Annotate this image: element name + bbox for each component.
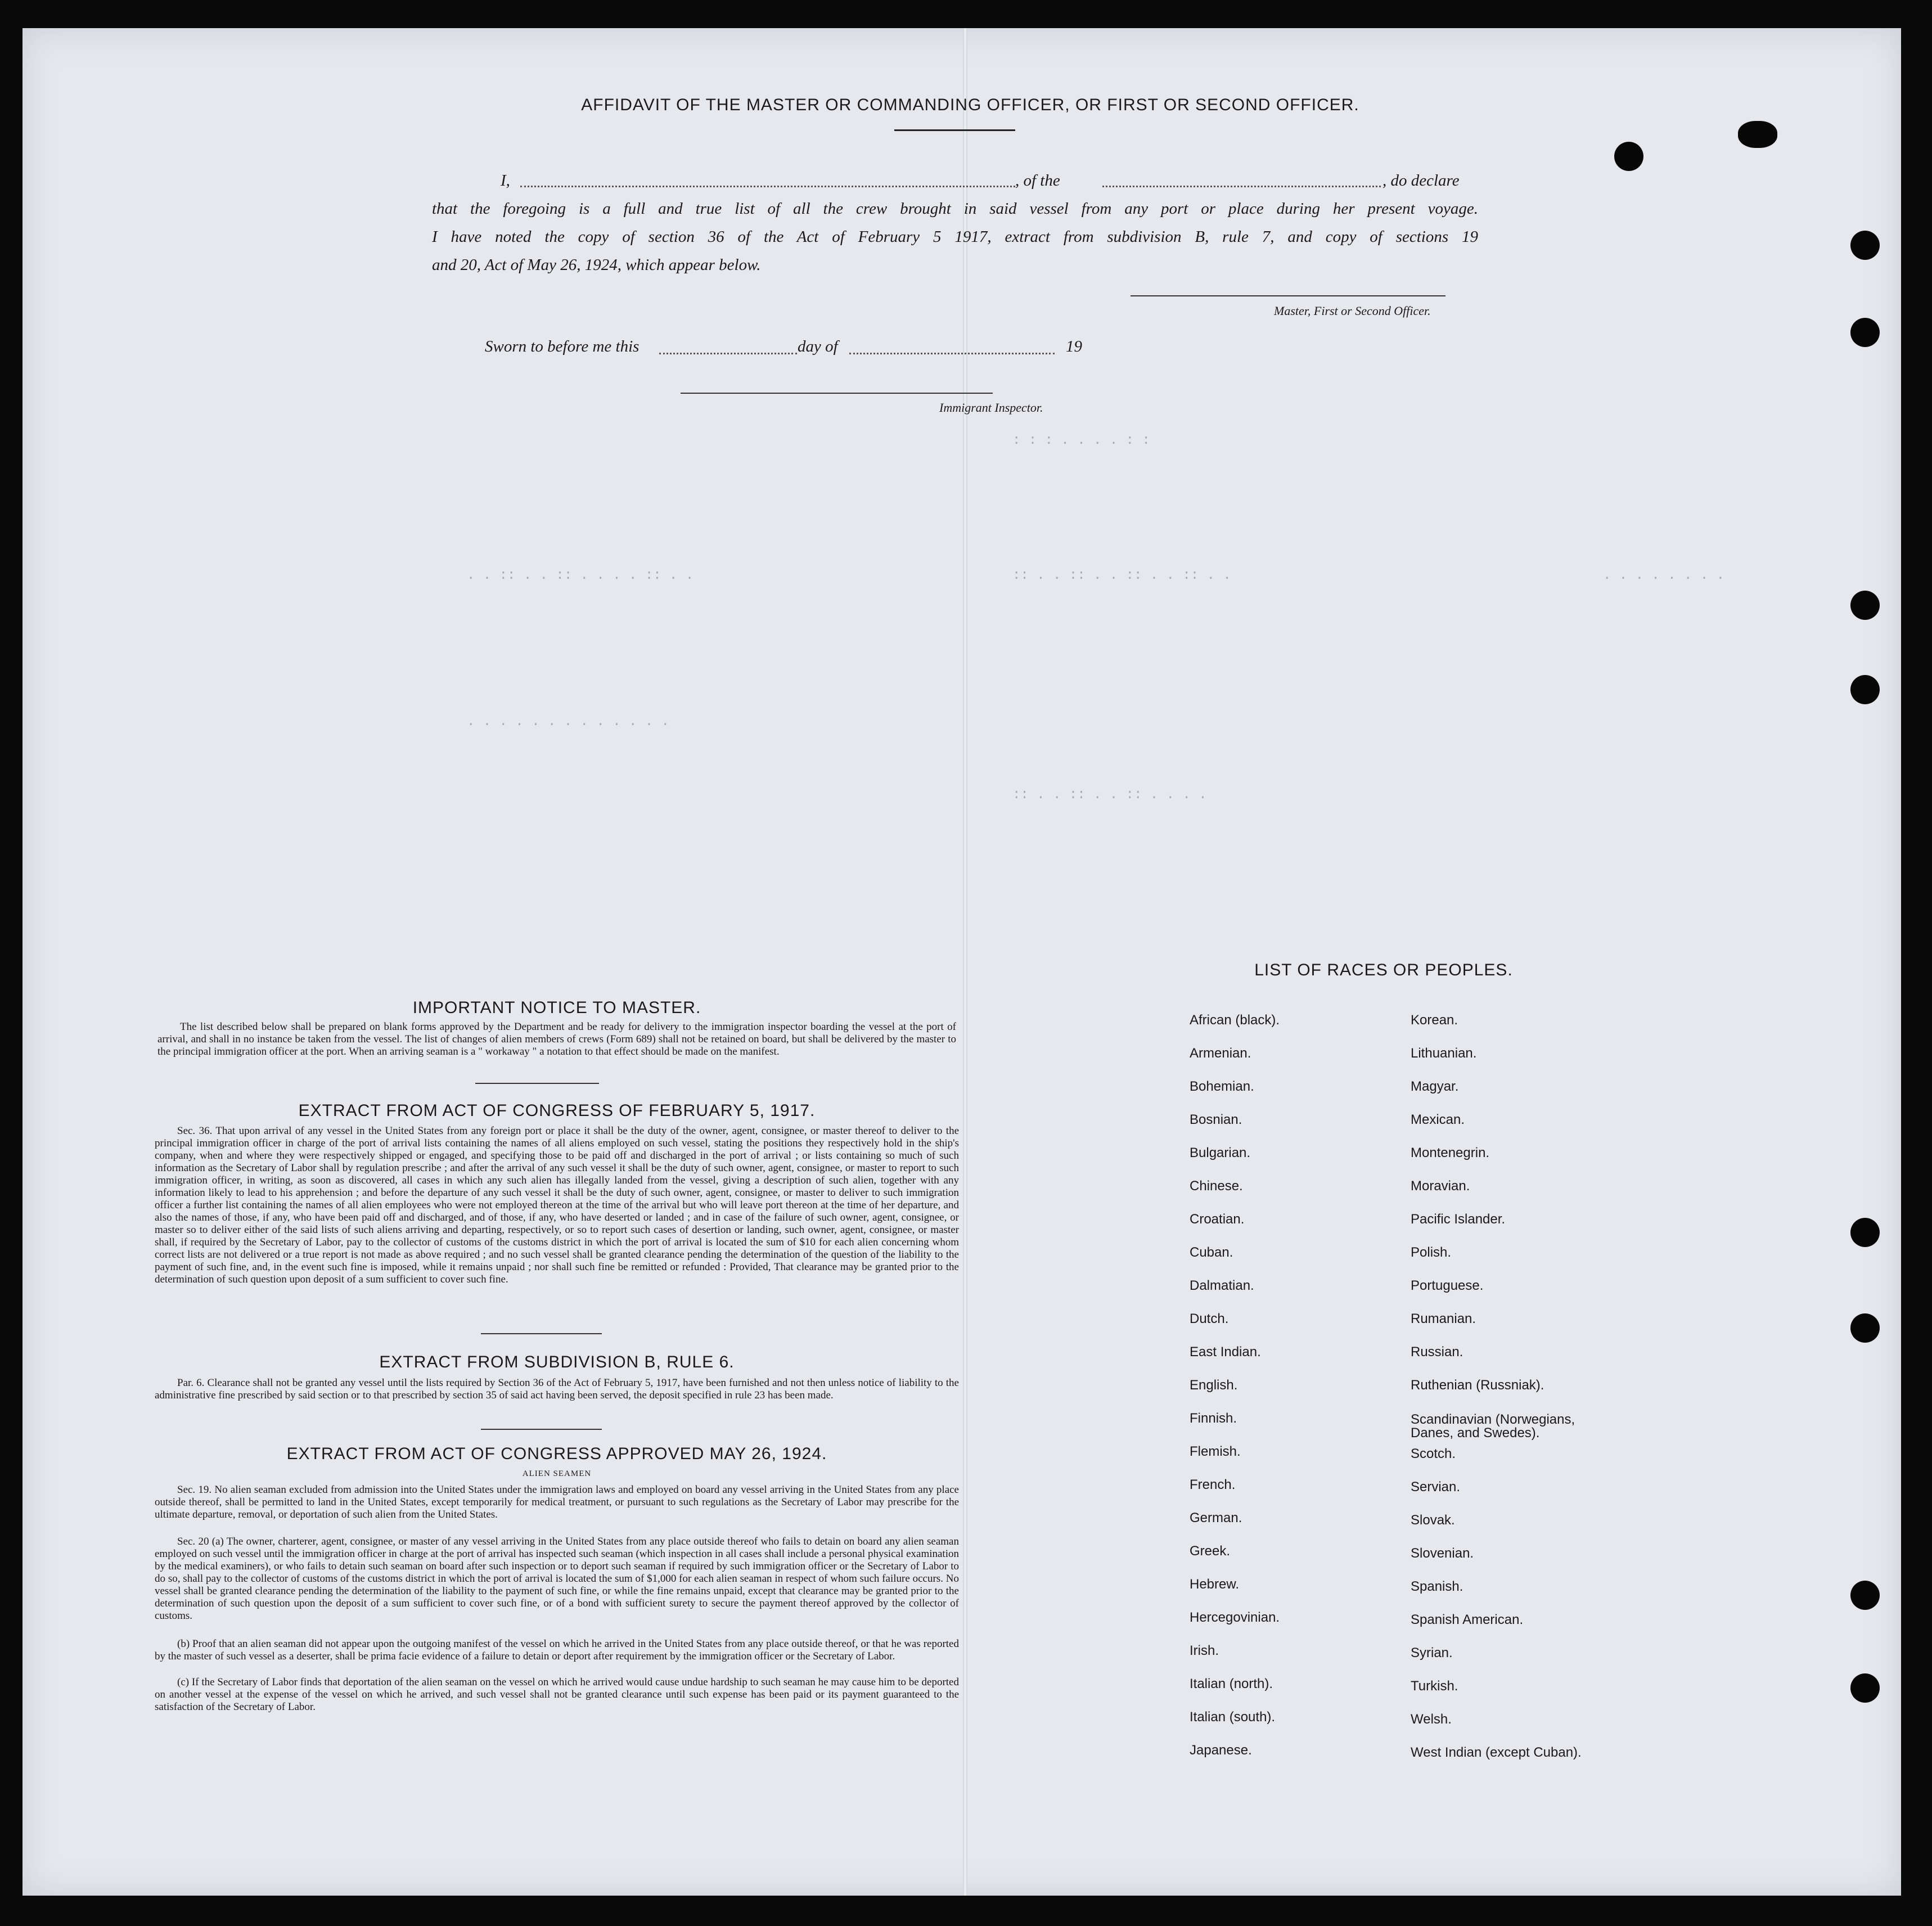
race-item: Spanish. <box>1411 1579 1463 1594</box>
punch-hole-icon <box>1850 1218 1880 1247</box>
race-item: Cuban. <box>1190 1245 1233 1260</box>
punch-hole-icon <box>1738 121 1777 148</box>
races-title: LIST OF RACES OR PEOPLES. <box>1254 961 1513 979</box>
race-item: Montenegrin. <box>1411 1145 1490 1160</box>
bleed-through-marks: :: . . :: . . :: . . . . <box>1012 788 1207 803</box>
sworn-day-field[interactable] <box>659 353 797 354</box>
race-item: Portuguese. <box>1411 1278 1484 1293</box>
master-name-field[interactable] <box>520 186 1015 187</box>
race-item: Syrian. <box>1411 1645 1453 1660</box>
extract-1924-sec19: Sec. 19. No alien seaman excluded from admission into the United States under the immigration laws and employed on board any vessel arriving in the United States from any place outside thereof, shall be permitted to land in the United States, except temporarily for medical treatment, or pursuant to such regulations as the Secretary of Labor may prescribe for the ultimate departure, removal, or deportation of such alien from the United States. <box>155 1484 959 1520</box>
race-item: Bulgarian. <box>1190 1145 1251 1160</box>
race-item: Bosnian. <box>1190 1112 1242 1127</box>
race-item: Scotch. <box>1411 1446 1456 1461</box>
punch-hole-icon <box>1850 591 1880 620</box>
race-item: Greek. <box>1190 1544 1231 1559</box>
punch-hole-icon <box>1850 675 1880 704</box>
race-item: Pacific Islander. <box>1411 1212 1506 1227</box>
race-item: Spanish American. <box>1411 1612 1524 1627</box>
extract-1924-title: EXTRACT FROM ACT OF CONGRESS APPROVED MAY 26, 1924. <box>286 1444 827 1463</box>
race-item: Italian (north). <box>1190 1676 1273 1691</box>
race-item: Moravian. <box>1411 1178 1470 1194</box>
race-item: Croatian. <box>1190 1212 1245 1227</box>
extract-1917-title: EXTRACT FROM ACT OF CONGRESS OF FEBRUARY 5, 1917. <box>298 1101 816 1120</box>
extract-1917-body: Sec. 36. That upon arrival of any vessel in the United States from any foreign port or place it shall be the duty of the owner, agent, consignee, or master thereof to deliver to the principal immigration officer in charge of the port of arrival lists containing the names of all aliens employed on such vessel, stating the positions they respectively hold in the ship's company, when and where they were respectively shipped or engaged, and specifying those to be paid off and discharged in the port of arrival ; or lists containing so much of such information as the Secretary of Labor shall by regulation prescribe ; and after the arrival of any such vessel it shall be the duty of such owner, agent, consignee, or master to report to such immigration officer, in writing, as soon as discovered, all cases in which any such alien has illegally landed from the vessel, giving a description of such alien, together with any information likely to lead to his apprehension ; and before the departure of any such vessel it shall be the duty of such owner, agent, consignee, or master to deliver to such immigration officer a further list containing the names of all alien employees who were not employed thereon at the time of the arrival but who will leave port thereon at the time of her departure, and also the names of those, if any, who have been paid off and discharged, and of those, if any, who have deserted or landed ; and in case of the failure of such owner, agent, consignee, or master so to deliver either of the said lists of such aliens arriving and departing, respectively, or so to report such cases of desertion or landing, such owner, agent, consignee, or master shall, if required by the Secretary of Labor, pay to the collector of customs of the customs district in which the port of arrival is located the sum of $10 for each alien concerning whom correct lists are not delivered or a true report is not made as above required ; and no such vessel shall be granted clearance pending the determination of the question of the liability to the payment of such fine, and, in the event such fine is imposed, while it remains unpaid ; nor shall such fine be remitted or refunded : Provided, That clearance may be granted prior to the determination of such question upon deposit of a sum sufficient to cover such fine. <box>155 1125 959 1285</box>
bleed-through-marks: : : : . . . . : : <box>1012 433 1150 448</box>
extract-1917-rule <box>481 1333 602 1334</box>
extract-1924-sec20b: (b) Proof that an alien seaman did not appear upon the outgoing manifest of the vessel on which he arrived in the United States from any place outside thereof, or that he was reported by the master of such vessel as a deserter, shall be prima facie evidence of a failure to detain or deport after requirement by the immigration officer or the Secretary of Labor. <box>155 1638 959 1662</box>
race-item: Slovenian. <box>1411 1546 1474 1561</box>
bleed-through-marks: . . . . . . . . <box>1603 568 1725 583</box>
affidavit-of-the: , of the <box>1015 172 1060 190</box>
affidavit-line4: and 20, Act of May 26, 1924, which appear below. <box>432 256 761 274</box>
race-item: Mexican. <box>1411 1112 1465 1127</box>
affidavit-line3: I have noted the copy of section 36 of the Act of February 5 1917, extract from subdivision B, rule 7, and copy of sections 19 <box>432 228 1478 246</box>
race-item: Finnish. <box>1190 1411 1237 1426</box>
race-item: Italian (south). <box>1190 1709 1276 1725</box>
alien-seamen-subtitle: ALIEN SEAMEN <box>522 1469 592 1478</box>
race-item: Slovak. <box>1411 1513 1455 1528</box>
subdivision-body: Par. 6. Clearance shall not be granted any vessel until the lists required by Section 36 of the Act of February 5, 1917, have been furnished and not then unless notice of liability to the administrative fine prescribed by said section or to that prescribed by section 35 of said act having been served, the deposit specified in rule 23 has been made. <box>155 1377 959 1401</box>
vessel-name-field[interactable] <box>1102 186 1381 187</box>
race-item: English. <box>1190 1378 1238 1393</box>
race-item: Flemish. <box>1190 1444 1241 1459</box>
extract-1924-sec20c: (c) If the Secretary of Labor finds that deportation of the alien seaman on the vessel on which he arrived would cause undue hardship to such seaman he may cause him to be deported on another vessel at the expense of the vessel on which he arrived, and such vessel shall not be granted clearance until such expense has been paid or its payment guaranteed to the satisfaction of the Secretary of Labor. <box>155 1676 959 1713</box>
race-item: Hercegovinian. <box>1190 1610 1280 1625</box>
races-left-column <box>1190 1012 1392 1776</box>
race-item: Polish. <box>1411 1245 1452 1260</box>
race-item: Scandinavian (Norwegians, Danes, and Swedes). <box>1411 1412 1575 1441</box>
sworn-year: 19 <box>1066 338 1082 356</box>
race-item: Hebrew. <box>1190 1577 1240 1592</box>
race-item: Welsh. <box>1411 1712 1452 1727</box>
affidavit-title: AFFIDAVIT OF THE MASTER OR COMMANDING OFFICER, OR FIRST OR SECOND OFFICER. <box>581 96 1359 114</box>
subdivision-rule <box>481 1429 602 1430</box>
sworn-dayof: day of <box>798 338 838 356</box>
race-item: Irish. <box>1190 1643 1219 1658</box>
affidavit-i: I, <box>501 172 510 190</box>
race-item: Bohemian. <box>1190 1079 1254 1094</box>
races-right-column <box>1411 1012 1613 1778</box>
race-item: Ruthenian (Russniak). <box>1411 1378 1544 1393</box>
bleed-through-marks: :: . . :: . . :: . . :: . . <box>1012 568 1231 583</box>
bleed-through-marks: . . . . . . . . . . . . . <box>467 714 670 730</box>
race-item: Servian. <box>1411 1479 1461 1495</box>
punch-hole-icon <box>1850 231 1880 260</box>
race-item: African (black). <box>1190 1012 1280 1028</box>
race-item: Russian. <box>1411 1344 1463 1360</box>
inspector-caption: Immigrant Inspector. <box>939 400 1043 415</box>
extract-1924-sec20a: Sec. 20 (a) The owner, charterer, agent, consignee, or master of any vessel arriving in the United States from any place outside thereof who fails to detain on board any alien seaman employed on such vessel until the immigration officer in charge at the port of arrival has inspected such seaman (which inspection in all cases shall include a personal physical examination by the medical examiners), or who fails to detain such seaman on board after such inspection or to deport such seaman if required by such immigration officer or the Secretary of Labor to do so, shall pay to the collector of customs of the customs district in which the port of arrival is located the sum of $1,000 for each alien seaman in respect of whom such failure occurs. No vessel shall be granted clearance pending the determination of the liability to the payment of such fine, or while the fine remains unpaid, except that clearance may be granted prior to the determination of such question upon the deposit of a sum sufficient to cover such fine, or of a bond with sufficient surety to secure the payment thereof approved by the collector of customs. <box>155 1536 959 1622</box>
race-item: East Indian. <box>1190 1344 1261 1360</box>
inspector-signature-line[interactable] <box>681 393 993 394</box>
affidavit-line2: that the foregoing is a full and true list of all the crew brought in said vessel from any port or place during her present voyage. <box>432 200 1478 218</box>
sworn-prefix: Sworn to before me this <box>485 338 640 356</box>
affidavit-declare: , do declare <box>1382 172 1460 190</box>
master-signature-line[interactable] <box>1131 295 1445 296</box>
race-item: German. <box>1190 1510 1242 1526</box>
race-item: Dutch. <box>1190 1311 1229 1326</box>
race-item: Turkish. <box>1411 1678 1458 1694</box>
race-item: Japanese. <box>1190 1743 1252 1758</box>
subdivision-title: EXTRACT FROM SUBDIVISION B, RULE 6. <box>379 1353 735 1371</box>
notice-body: The list described below shall be prepared on blank forms approved by the Department and be ready for delivery to the immigration inspector boarding the vessel at the port of arrival, and shall in no instance be taken from the vessel. The list of changes of alien members of crews (Form 689) shall not be retained on board, but shall be delivered by the master to the principal immigration officer at the port. When an arriving seaman is a " workaway " a notation to that effect should be made on the manifest. <box>157 1021 956 1058</box>
notice-title: IMPORTANT NOTICE TO MASTER. <box>412 998 701 1017</box>
race-item: French. <box>1190 1477 1236 1492</box>
center-fold <box>963 28 967 1896</box>
bleed-through-marks: . . :: . . :: . . . . :: . . <box>467 568 694 583</box>
race-item: Armenian. <box>1190 1046 1251 1061</box>
punch-hole-icon <box>1850 318 1880 347</box>
race-item: Rumanian. <box>1411 1311 1476 1326</box>
race-item: Korean. <box>1411 1012 1458 1028</box>
punch-hole-icon <box>1850 1581 1880 1610</box>
race-item: Lithuanian. <box>1411 1046 1477 1061</box>
punch-hole-icon <box>1614 142 1643 171</box>
affidavit-title-rule <box>894 129 1015 131</box>
sworn-month-field[interactable] <box>849 353 1055 354</box>
notice-rule <box>475 1083 599 1084</box>
punch-hole-icon <box>1850 1673 1880 1703</box>
master-caption: Master, First or Second Officer. <box>1274 304 1431 318</box>
race-item: Dalmatian. <box>1190 1278 1254 1293</box>
punch-hole-icon <box>1850 1313 1880 1343</box>
race-item: West Indian (except Cuban). <box>1411 1745 1582 1760</box>
race-item: Chinese. <box>1190 1178 1243 1194</box>
race-item: Magyar. <box>1411 1079 1459 1094</box>
